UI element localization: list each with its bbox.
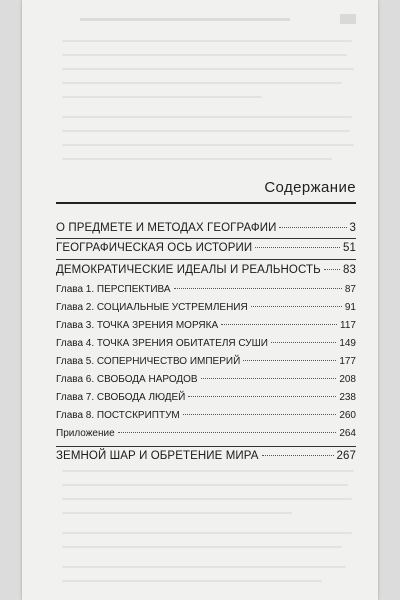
toc-entry[interactable] — [56, 338, 356, 349]
toc-entry-label: Глава 3. ТОЧКА ЗРЕНИЯ МОРЯКА — [56, 320, 219, 331]
leader-dots — [201, 378, 337, 379]
toc-entry-label: ДЕМОКРАТИЧЕСКИЕ ИДЕАЛЫ И РЕАЛЬНОСТЬ — [56, 264, 321, 276]
toc-entry-page: 87 — [344, 284, 356, 295]
toc-title: Содержание — [264, 179, 356, 196]
toc-entry-label: Глава 4. ТОЧКА ЗРЕНИЯ ОБИТАТЕЛЯ СУШИ — [56, 338, 268, 349]
section-divider — [56, 259, 356, 260]
toc-entry-page: 260 — [339, 410, 356, 421]
toc-entry-label: Приложение — [56, 428, 115, 439]
leader-dots — [174, 288, 342, 289]
toc-entry-page: 91 — [344, 302, 356, 313]
toc-entry[interactable] — [56, 428, 356, 439]
toc-entry-label: ГЕОГРАФИЧЕСКАЯ ОСЬ ИСТОРИИ — [56, 242, 253, 254]
toc-entry-label: Глава 2. СОЦИАЛЬНЫЕ УСТРЕМЛЕНИЯ — [56, 302, 248, 313]
toc-entry-page: 117 — [340, 320, 356, 331]
leader-dots — [324, 269, 340, 270]
toc-entry[interactable] — [56, 222, 356, 234]
toc-entry[interactable] — [56, 302, 356, 313]
toc-title-rule — [56, 202, 356, 204]
leader-dots — [183, 414, 337, 415]
toc-entry-page: 267 — [336, 450, 356, 462]
leader-dots — [221, 324, 337, 325]
leader-dots — [271, 342, 336, 343]
leader-dots — [243, 360, 336, 361]
toc-entry-label: Глава 7. СВОБОДА ЛЮДЕЙ — [56, 392, 186, 403]
toc-entry-label: О ПРЕДМЕТЕ И МЕТОДАХ ГЕОГРАФИИ — [56, 222, 277, 234]
leader-dots — [118, 432, 337, 433]
toc-entry-page: 238 — [339, 392, 356, 403]
toc-entry[interactable] — [56, 392, 356, 403]
toc-entry-page: 177 — [339, 356, 356, 367]
section-divider — [56, 446, 356, 447]
toc-entry-page: 3 — [349, 222, 356, 234]
leader-dots — [188, 396, 336, 397]
table-of-contents — [56, 0, 356, 600]
toc-entry-label: Глава 8. ПОСТСКРИПТУМ — [56, 410, 180, 421]
toc-entry[interactable] — [56, 284, 356, 295]
toc-entry[interactable] — [56, 320, 356, 331]
toc-entry-page: 208 — [339, 374, 356, 385]
toc-entry-page: 264 — [339, 428, 356, 439]
section-divider — [56, 238, 356, 239]
toc-entry-label: Глава 1. ПЕРСПЕКТИВА — [56, 284, 171, 295]
toc-entry-label: Глава 5. СОПЕРНИЧЕСТВО ИМПЕРИЙ — [56, 356, 241, 367]
leader-dots — [262, 455, 334, 456]
toc-entry[interactable] — [56, 264, 356, 276]
toc-entry[interactable] — [56, 242, 356, 254]
toc-entry[interactable] — [56, 410, 356, 421]
leader-dots — [255, 247, 340, 248]
toc-entry-page: 51 — [343, 242, 356, 254]
book-page — [22, 0, 378, 600]
toc-entry[interactable] — [56, 450, 356, 462]
leader-dots — [279, 227, 346, 228]
toc-entry-label: ЗЕМНОЙ ШАР И ОБРЕТЕНИЕ МИРА — [56, 450, 259, 462]
leader-dots — [251, 306, 342, 307]
toc-entry-page: 149 — [339, 338, 356, 349]
toc-entry-label: Глава 6. СВОБОДА НАРОДОВ — [56, 374, 198, 385]
toc-entry[interactable] — [56, 356, 356, 367]
toc-entry[interactable] — [56, 374, 356, 385]
toc-entry-page: 83 — [343, 264, 356, 276]
